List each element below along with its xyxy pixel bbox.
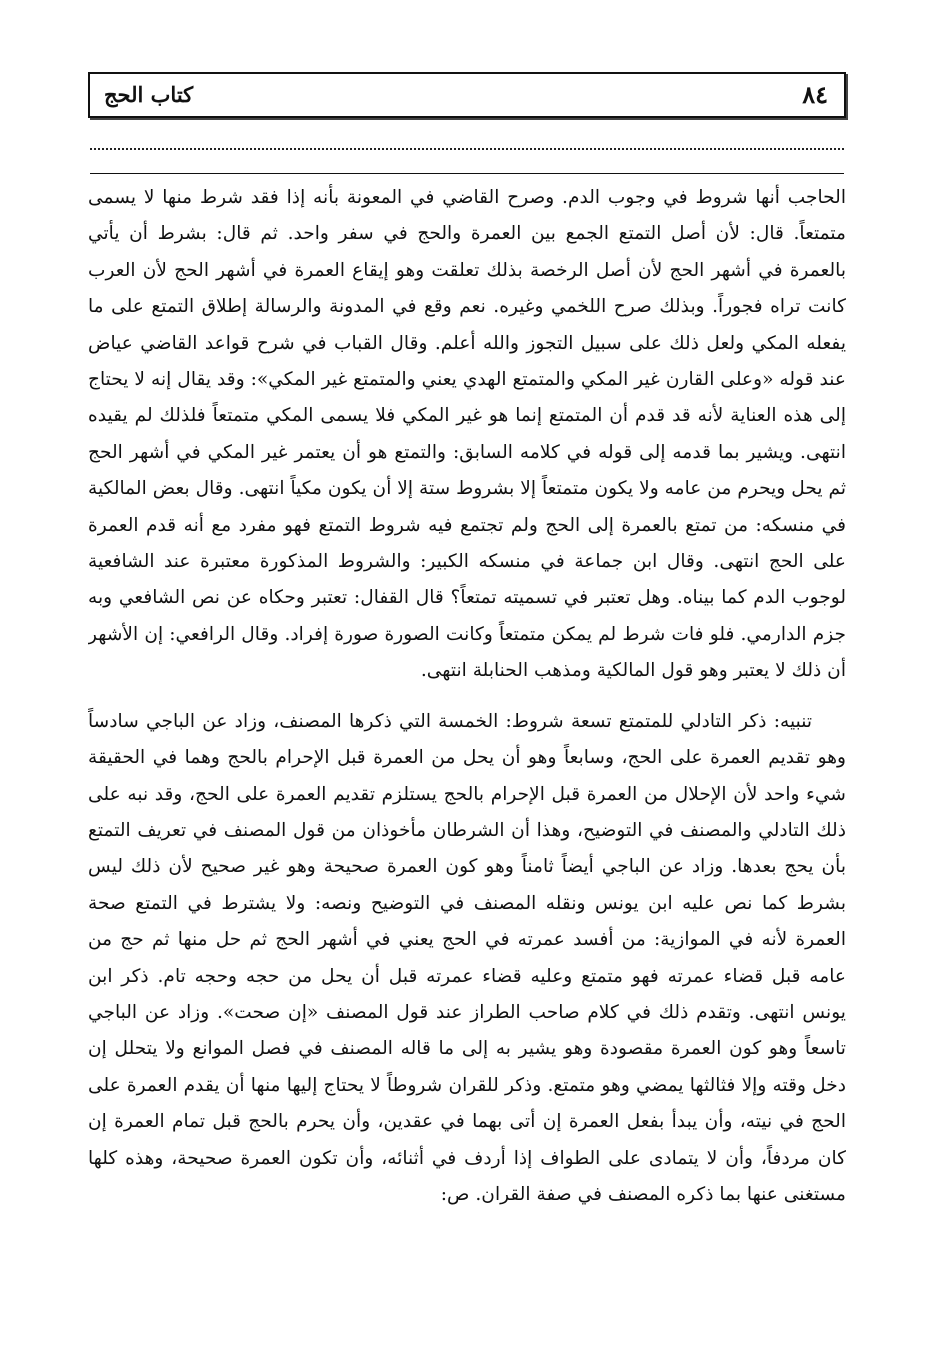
- page-number: ٨٤: [802, 80, 828, 109]
- book-title: كتاب الحج: [104, 82, 194, 107]
- paragraph-1: الحاجب أنها شروط في وجوب الدم. وصرح القاضي في المعونة بأنه إذا فقد شرط منها لا يسمى متمتعاً. قال: لأن أصل التمتع الجمع بين العمرة والحج في سفر واحد. ثم قال: بشرط أن يأتي بالعمرة في أشهر الحج لأن أصل الرخصة بذلك تعلقت وهو إيقاع العمرة في أشهر الحج لأن العرب كانت تراه فجوراً. وبذلك صرح اللخمي وغيره. نعم وقع في المدونة والرسالة إطلاق التمتع على ما يفعله المكي ولعل ذلك على سبيل التجوز والله أعلم. وقال القباب في شرح قواعد القاضي عياض عند قوله «وعلى القارن غير المكي والمتمتع الهدي يعني والمتمتع غير المكي»: وقد يقال إنه لا يحتاج إلى هذه العناية لأنه قد قدم أن المتمتع إنما هو غير المكي فلا يسمى المكي متمتعاً فلذلك لم يقيده انتهى. ويشير بما قدمه إلى قوله في كلامه السابق: والتمتع هو أن يعتمر غير المكي في أشهر الحج ثم يحل ويحرم من عامه ولا يكون متمتعاً إلا بشروط ستة إلا أن يكون مكياً انتهى. وقال بعض المالكية في منسكه: من تمتع بالعمرة إلى الحج ولم تجتمع فيه شروط التمتع فهو مفرد مع أنه قدم العمرة على الحج انتهى. وقال ابن جماعة في منسكه الكبير: والشروط المذكورة معتبرة عند الشافعية لوجوب الدم كما بيناه. وهل تعتبر في تسميته تمتعاً؟ قال القفال: تعتبر وحكاه عن نص الشافعي وبه جزم الدارمي. فلو فات شرط لم يمكن متمتعاً وكانت الصورة صورة إفراد. وقال الرافعي: إن الأشهر أن ذلك لا يعتبر وهو قول المالكية ومذهب الحنابلة انتهى.: [88, 187, 846, 682]
- dotted-divider: [90, 148, 844, 150]
- paragraph-2: تنبيه: ذكر التادلي للمتمتع تسعة شروط: الخمسة التي ذكرها المصنف، وزاد عن الباجي سادساً وهو تقديم العمرة على الحج، وسابعاً وهو أن يحل من العمرة قبل الإحرام بالحج وهما في الحقيقة شيء واحد لأن الإحلال من العمرة قبل الإحرام بالحج يستلزم تقديم العمرة على الحج، وقد نبه على ذلك التادلي والمصنف في التوضيح، وهذا أن الشرطان مأخوذان من قول المصنف في تعريف التمتع بأن يحج بعدها. وزاد عن الباجي أيضاً ثامناً وهو كون العمرة صحيحة وهو غير صحيح لأن ذلك ليس بشرط كما نص عليه ابن يونس ونقله المصنف في التوضيح ونصه: ولا يشترط في التمتع صحة العمرة لأنه في الموازية: من أفسد عمرته في الحج يعني في أشهر الحج ثم حل منها ثم حج من عامه قبل قضاء عمرته فهو متمتع وعليه قضاء عمرته قبل أن يحل من حجه وحجه تام. ذكر ابن يونس انتهى. وتقدم ذلك في كلام صاحب الطراز عند قول المصنف «إن صحت». وزاد عن الباجي تاسعاً وهو كون العمرة مقصودة وهو يشير به إلى ما قاله المصنف في فصل الموانع ولا يتحلل إن دخل وقته وإلا فثالثها يمضي وهو متمتع. وذكر للقران شروطاً لا يحتاج إليها منها أن يقدم العمرة على الحج في نيته، وأن يبدأ بفعل العمرة إن أتى بهما في عقدين، وأن يحرم بالحج قبل تمام العمرة إن كان مردفاً، وأن لا يتمادى على الطواف إذا أردف في أثنائه، وأن تكون العمرة صحيحة، وهذه كلها مستغنى عنها بما ذكره المصنف في صفة القران. ص:: [88, 710, 846, 1205]
- main-text: [88, 180, 846, 1340]
- page-header: [88, 72, 846, 118]
- solid-divider: [90, 173, 844, 174]
